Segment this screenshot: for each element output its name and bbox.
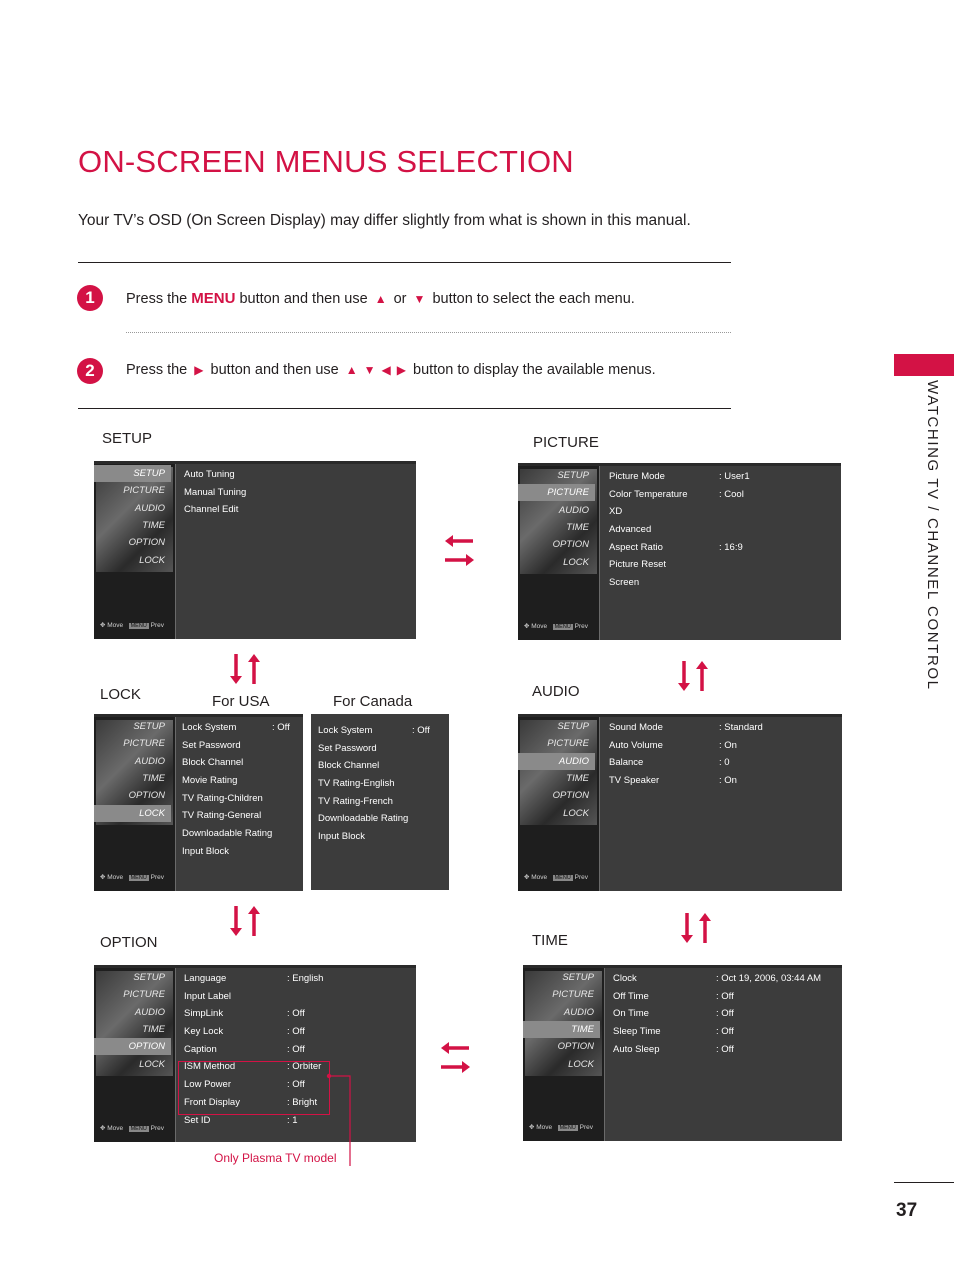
osd-item[interactable]	[609, 775, 737, 793]
osd-item-value: : Cool	[719, 488, 744, 500]
osd-menu-item[interactable]: AUDIO	[134, 1006, 165, 1018]
osd-item[interactable]	[182, 846, 272, 864]
osd-menu-item[interactable]: TIME	[142, 519, 165, 531]
osd-item-label: Channel Edit	[184, 504, 239, 516]
osd-prev-label: Prev	[150, 1125, 164, 1132]
osd-move-label: Move	[531, 874, 548, 881]
osd-menu-item[interactable]: OPTION	[552, 790, 589, 802]
osd-move-label: Move	[107, 1125, 124, 1132]
page-number-rule	[894, 1182, 954, 1183]
osd-menu-panel	[523, 968, 605, 1141]
osd-menu-item[interactable]: LOCK	[568, 1058, 594, 1070]
left-triangle-icon: ◀	[381, 363, 391, 377]
step-1-part: Press the	[126, 291, 192, 307]
osd-menu-panel	[94, 717, 176, 891]
move-icon: ✥	[524, 874, 530, 881]
osd-item-label: Balance	[609, 757, 644, 769]
step-1-part: button and then use	[235, 291, 372, 307]
osd-item[interactable]	[182, 757, 272, 775]
osd-item-value: : Oct 19, 2006, 03:44 AM	[716, 973, 822, 984]
osd-item[interactable]	[182, 740, 272, 758]
up-triangle-icon: ▲	[345, 363, 358, 377]
osd-item-label: Input Block	[182, 845, 229, 857]
osd-item-label: TV Speaker	[609, 775, 660, 787]
osd-menu-item[interactable]: AUDIO	[518, 753, 595, 770]
osd-lock-usa	[94, 714, 303, 891]
osd-item-label: On Time	[613, 1008, 649, 1020]
osd-item-label: Set ID	[184, 1114, 211, 1126]
osd-prev-label: Prev	[150, 874, 164, 881]
osd-menu-item[interactable]: OPTION	[128, 790, 165, 802]
step-2-part: button to display the available menus.	[409, 362, 656, 378]
osd-menu-item[interactable]: TIME	[523, 1021, 600, 1038]
osd-menu-item[interactable]: PICTURE	[552, 989, 594, 1001]
osd-item[interactable]	[318, 743, 408, 761]
osd-menu-item[interactable]: TIME	[142, 1023, 165, 1035]
osd-item-label: TV Rating-English	[318, 778, 395, 790]
menu-key-word: MENU	[191, 290, 236, 307]
osd-item-label: Downloadable Rating	[318, 813, 409, 825]
osd-footer	[524, 873, 588, 881]
osd-top-bar	[94, 965, 416, 968]
side-color-tab	[894, 354, 954, 376]
osd-item-label: ISM Method	[184, 1061, 236, 1073]
osd-item[interactable]	[318, 796, 408, 814]
osd-item-label: XD	[609, 506, 623, 518]
osd-menu-item[interactable]: OPTION	[128, 537, 165, 549]
osd-item-label: Input Block	[318, 831, 365, 843]
osd-menu-item[interactable]: OPTION	[552, 539, 589, 551]
osd-top-bar	[518, 714, 842, 717]
osd-item[interactable]	[318, 760, 408, 778]
step-1-text	[126, 290, 635, 307]
osd-footer	[524, 622, 588, 630]
osd-item[interactable]	[184, 487, 246, 505]
step-2-badge: 2	[77, 358, 103, 384]
osd-item-value: : User1	[719, 471, 750, 482]
plasma-highlight-box	[178, 1061, 330, 1115]
osd-item[interactable]	[609, 577, 688, 595]
osd-item-label: Auto Tuning	[184, 469, 235, 480]
osd-option	[94, 965, 416, 1142]
osd-item[interactable]	[318, 778, 408, 796]
osd-prev-label: Prev	[150, 622, 164, 629]
osd-item[interactable]	[184, 991, 240, 1009]
osd-menu-item[interactable]: LOCK	[94, 805, 171, 822]
osd-menu-item[interactable]: OPTION	[557, 1041, 594, 1053]
osd-item[interactable]	[609, 559, 688, 577]
osd-item[interactable]	[182, 775, 272, 793]
osd-item[interactable]	[609, 524, 688, 542]
osd-menu-item[interactable]: PICTURE	[123, 485, 165, 497]
move-icon: ✥	[100, 874, 106, 881]
step-2-part: button and then use	[206, 362, 343, 378]
move-icon: ✥	[524, 623, 530, 630]
move-icon: ✥	[100, 1125, 106, 1132]
osd-item-list	[609, 722, 763, 793]
osd-menu-panel	[94, 968, 176, 1142]
osd-item-label: Input Label	[184, 990, 232, 1002]
swap-horizontal-icon	[443, 533, 475, 569]
step-1-part: button to select the each menu.	[428, 291, 635, 307]
swap-vertical-icon	[675, 659, 711, 693]
osd-item-label: Screen	[609, 577, 640, 589]
osd-item[interactable]	[609, 739, 737, 758]
osd-item-label: Clock	[613, 973, 637, 984]
label-audio: AUDIO	[532, 683, 580, 700]
step-2-part: Press the	[126, 362, 192, 378]
osd-item-label: Color Temperature	[609, 488, 688, 500]
osd-item[interactable]	[609, 541, 743, 560]
step-1-badge: 1	[77, 285, 103, 311]
right-triangle-icon: ▶	[194, 363, 204, 377]
osd-item[interactable]	[184, 973, 324, 991]
osd-item-label: Block Channel	[182, 757, 244, 769]
move-icon: ✥	[529, 1124, 535, 1131]
up-triangle-icon: ▲	[374, 292, 387, 306]
move-icon: ✥	[100, 622, 106, 629]
osd-item-label: Auto Sleep	[613, 1043, 660, 1055]
osd-menu-item[interactable]: LOCK	[139, 554, 165, 566]
osd-item[interactable]	[182, 722, 290, 740]
osd-menu-item[interactable]: AUDIO	[558, 504, 589, 516]
osd-menu-item[interactable]: LOCK	[563, 556, 589, 568]
down-triangle-icon: ▼	[363, 363, 376, 377]
osd-item-label: Downloadable Rating	[182, 828, 273, 840]
osd-item[interactable]	[318, 831, 408, 849]
osd-item-value: : Off	[716, 1008, 734, 1020]
osd-lock-canada	[311, 714, 449, 890]
osd-item-list	[318, 725, 430, 849]
divider-dotted	[126, 332, 731, 333]
osd-item-value: : On	[719, 739, 737, 751]
osd-item-label: Lock System	[318, 725, 373, 736]
osd-menu-item[interactable]: AUDIO	[134, 755, 165, 767]
osd-time	[523, 965, 842, 1141]
osd-item[interactable]	[609, 722, 763, 740]
page-number: 37	[896, 1200, 918, 1221]
osd-menu-panel	[94, 464, 176, 639]
osd-item[interactable]	[184, 504, 246, 522]
menu-key-icon: MENU	[130, 623, 147, 629]
osd-item-value: : Standard	[719, 722, 763, 733]
osd-item-label: Sleep Time	[613, 1026, 661, 1038]
plasma-note: Only Plasma TV model	[214, 1151, 337, 1165]
osd-item-value: : Off	[412, 725, 430, 736]
osd-item[interactable]	[609, 488, 744, 507]
osd-item-label: Picture Mode	[609, 471, 665, 482]
osd-menu-item[interactable]: AUDIO	[563, 1006, 594, 1018]
swap-vertical-icon	[227, 904, 263, 938]
osd-item[interactable]	[184, 1043, 305, 1062]
osd-item-label: TV Rating-Children	[182, 792, 263, 804]
osd-top-bar	[523, 965, 842, 968]
osd-menu-item[interactable]: SETUP	[133, 721, 165, 732]
page-subtitle: Your TV’s OSD (On Screen Display) may differ slightly from what is shown in this manual.	[78, 212, 691, 229]
label-picture: PICTURE	[533, 434, 599, 451]
osd-item-value: : 1	[287, 1114, 298, 1126]
osd-move-label: Move	[107, 622, 124, 629]
osd-menu-item[interactable]: OPTION	[94, 1038, 171, 1055]
down-triangle-icon: ▼	[413, 292, 426, 306]
osd-item-list	[184, 469, 246, 522]
osd-item-value: : Off	[287, 1043, 305, 1055]
osd-item-label: Low Power	[184, 1079, 231, 1091]
osd-menu-item[interactable]: LOCK	[563, 807, 589, 819]
osd-menu-item[interactable]: SETUP	[94, 465, 171, 482]
osd-item-label: Block Channel	[318, 760, 380, 772]
osd-item[interactable]	[182, 828, 272, 846]
osd-item-value: : 16:9	[719, 541, 743, 553]
osd-item-label: Picture Reset	[609, 559, 667, 571]
osd-audio	[518, 714, 842, 891]
menu-key-icon: MENU	[559, 1125, 576, 1131]
osd-item-value: : Bright	[287, 1096, 318, 1108]
osd-item[interactable]	[613, 990, 734, 1009]
osd-item[interactable]	[182, 810, 272, 828]
osd-item-value: : Off	[716, 1026, 734, 1038]
osd-item-label: Auto Volume	[609, 739, 663, 751]
osd-move-label: Move	[531, 623, 548, 630]
osd-item-label: Front Display	[184, 1096, 240, 1108]
note-leader-line	[320, 1070, 360, 1170]
label-option: OPTION	[100, 934, 158, 951]
osd-footer	[100, 873, 164, 881]
osd-menu-panel	[518, 717, 600, 891]
divider-bottom	[78, 408, 731, 409]
osd-item-list	[609, 471, 750, 595]
page-title: ON-SCREEN MENUS SELECTION	[78, 144, 574, 179]
osd-item-value: : Orbiter	[287, 1061, 322, 1073]
osd-menu-item[interactable]: LOCK	[139, 1058, 165, 1070]
osd-item[interactable]	[184, 1026, 305, 1044]
osd-menu-item[interactable]: SETUP	[133, 972, 165, 983]
osd-item[interactable]	[609, 471, 750, 489]
osd-menu-panel	[518, 466, 600, 640]
osd-prev-label: Prev	[574, 623, 588, 630]
osd-item[interactable]	[184, 1008, 305, 1026]
osd-menu-item[interactable]: PICTURE	[123, 989, 165, 1001]
osd-item-label: TV Rating-French	[318, 795, 393, 807]
osd-footer	[100, 621, 164, 629]
osd-item[interactable]	[184, 1114, 298, 1133]
right-triangle-icon: ▶	[396, 363, 407, 377]
label-lock: LOCK	[100, 686, 141, 703]
divider-top	[78, 262, 731, 263]
osd-footer	[529, 1123, 593, 1131]
osd-item-label: Lock System	[182, 722, 237, 733]
osd-item-label: Language	[184, 973, 227, 984]
osd-item[interactable]	[182, 793, 272, 811]
swap-horizontal-icon	[439, 1040, 471, 1076]
osd-prev-label: Prev	[579, 1124, 593, 1131]
label-setup: SETUP	[102, 430, 153, 447]
osd-top-bar	[94, 461, 416, 464]
swap-vertical-icon	[678, 911, 714, 945]
osd-item-label: Aspect Ratio	[609, 541, 663, 553]
osd-item[interactable]	[609, 506, 688, 524]
osd-move-label: Move	[536, 1124, 553, 1131]
osd-picture	[518, 463, 841, 640]
swap-vertical-icon	[227, 652, 263, 686]
osd-item[interactable]	[318, 725, 430, 743]
osd-item-label: Advanced	[609, 524, 652, 536]
osd-item-value: : English	[287, 973, 324, 984]
osd-item-label: TV Rating-General	[182, 810, 262, 822]
osd-menu-item[interactable]: PICTURE	[547, 738, 589, 750]
osd-footer	[100, 1124, 164, 1132]
osd-item-list	[613, 973, 822, 1061]
side-section-label: WATCHING TV / CHANNEL CONTROL	[924, 380, 941, 691]
osd-menu-item[interactable]: SETUP	[557, 721, 589, 732]
osd-item-label: Movie Rating	[182, 775, 238, 787]
osd-menu-item[interactable]: PICTURE	[123, 738, 165, 750]
osd-item-value: : On	[719, 775, 737, 787]
osd-item[interactable]	[613, 973, 822, 991]
osd-item-label: Caption	[184, 1043, 217, 1055]
osd-menu-item[interactable]: TIME	[566, 772, 589, 784]
menu-key-icon: MENU	[554, 624, 571, 630]
step-1-part: or	[389, 291, 411, 307]
label-time: TIME	[532, 932, 568, 949]
label-for-canada: For Canada	[333, 693, 413, 710]
osd-item-label: Key Lock	[184, 1026, 224, 1038]
osd-menu-item[interactable]: SETUP	[557, 470, 589, 481]
osd-item-value: : Off	[716, 990, 734, 1002]
osd-menu-item[interactable]: SETUP	[562, 972, 594, 983]
osd-top-bar	[94, 714, 303, 717]
osd-setup	[94, 461, 416, 639]
osd-menu-item[interactable]: TIME	[142, 772, 165, 784]
osd-item-value: : Off	[716, 1043, 734, 1055]
osd-item-value: : Off	[272, 722, 290, 733]
osd-item[interactable]	[613, 1043, 734, 1062]
osd-item[interactable]	[609, 757, 730, 775]
osd-menu-item[interactable]: TIME	[566, 521, 589, 533]
osd-item[interactable]	[318, 813, 408, 831]
osd-item-list	[182, 722, 290, 864]
menu-key-icon: MENU	[130, 1126, 147, 1132]
osd-item-value: : Off	[287, 1079, 305, 1091]
osd-prev-label: Prev	[574, 874, 588, 881]
osd-item-value: : 0	[719, 757, 730, 769]
osd-menu-item[interactable]: PICTURE	[518, 484, 595, 501]
osd-item-label: Sound Mode	[609, 722, 663, 733]
osd-item-value: : Off	[287, 1008, 305, 1020]
menu-key-icon: MENU	[130, 875, 147, 881]
label-for-usa: For USA	[212, 693, 270, 710]
osd-item-label: Set Password	[318, 742, 377, 754]
osd-top-bar	[518, 463, 841, 466]
osd-item-label: Off Time	[613, 990, 649, 1002]
osd-item-label: Manual Tuning	[184, 486, 247, 498]
osd-item[interactable]	[613, 1026, 734, 1044]
step-2-text	[126, 362, 656, 378]
osd-item-label: Set Password	[182, 739, 241, 751]
osd-move-label: Move	[107, 874, 124, 881]
osd-menu-item[interactable]: AUDIO	[134, 502, 165, 514]
osd-item[interactable]	[613, 1008, 734, 1026]
menu-key-icon: MENU	[554, 875, 571, 881]
osd-item-value: : Off	[287, 1026, 305, 1038]
osd-item-label: SimpLink	[184, 1008, 224, 1020]
osd-item[interactable]	[184, 469, 246, 487]
